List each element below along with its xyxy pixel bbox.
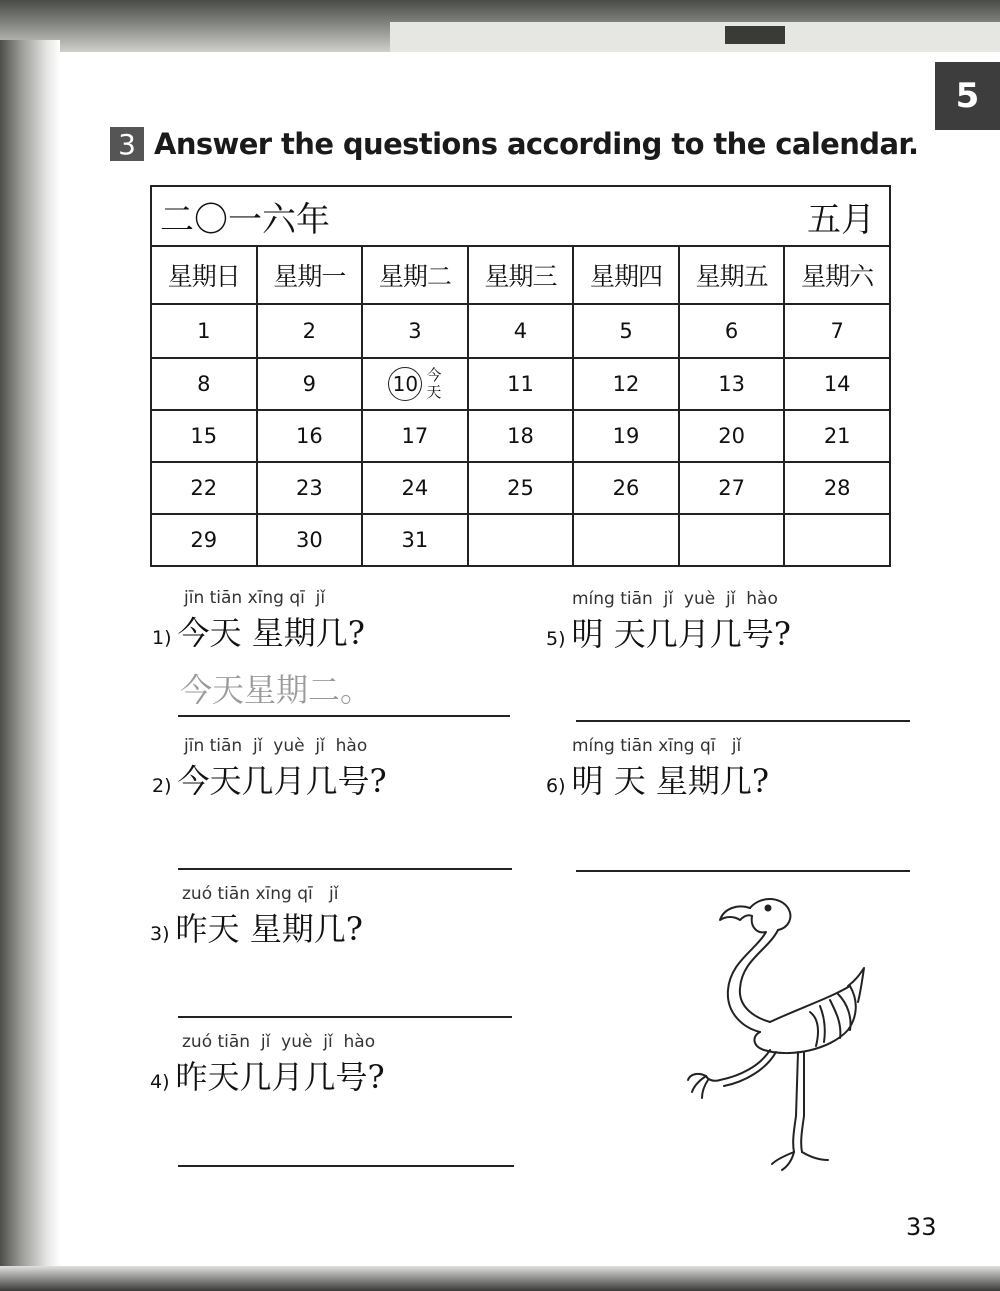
- question-4: [150, 1032, 385, 1098]
- exercise-number: 3: [110, 127, 144, 161]
- answer-line-4[interactable]: [178, 1115, 514, 1167]
- question-pinyin: zuó tiān jǐ yuè jǐ hào: [182, 1032, 376, 1052]
- day-cell: 19: [573, 410, 679, 462]
- question-text: 明 天几月几号?: [571, 615, 791, 653]
- question-number: 6): [546, 775, 566, 797]
- answer-line-3[interactable]: [178, 966, 512, 1018]
- day-cell: 31: [362, 514, 468, 566]
- answer-text: 今天星期二。: [180, 671, 373, 709]
- weekday-header: 星期二: [362, 246, 468, 304]
- day-cell: 4: [468, 304, 574, 358]
- day-cell: 16: [257, 410, 363, 462]
- weekday-header: 星期一: [257, 246, 363, 304]
- weekday-header: 星期五: [679, 246, 785, 304]
- weekday-header: 星期日: [151, 246, 257, 304]
- question-number: 1): [152, 627, 172, 649]
- scan-light-band: [390, 22, 1000, 52]
- exercise-instruction: Answer the questions according to the calendar.: [154, 127, 919, 161]
- day-cell: 1: [151, 304, 257, 358]
- day-cell: 15: [151, 410, 257, 462]
- page-number: 33: [906, 1213, 937, 1241]
- day-cell: 30: [257, 514, 363, 566]
- day-cell: 13: [679, 358, 785, 410]
- question-number: 3): [150, 923, 170, 945]
- calendar: [150, 185, 891, 567]
- day-cell: 11: [468, 358, 574, 410]
- question-pinyin: zuó tiān xīng qī jǐ: [182, 884, 339, 904]
- scan-top-edge: [0, 0, 1000, 52]
- question-number: 2): [152, 775, 172, 797]
- question-text: 今天 星期几?: [177, 614, 365, 652]
- day-cell: 29: [151, 514, 257, 566]
- scan-left-edge: [0, 40, 60, 1291]
- day-cell: 21: [784, 410, 890, 462]
- question-number: 5): [546, 628, 566, 650]
- day-cell: 5: [573, 304, 679, 358]
- day-cell: 2: [257, 304, 363, 358]
- today-label: 今 天: [426, 366, 442, 401]
- day-cell: 25: [468, 462, 574, 514]
- question-3: [150, 884, 363, 950]
- question-text: 昨天 星期几?: [175, 910, 363, 948]
- day-cell: 28: [784, 462, 890, 514]
- day-cell: [679, 514, 785, 566]
- answer-line-5[interactable]: [576, 670, 910, 722]
- day-cell: 8: [151, 358, 257, 410]
- question-pinyin: míng tiān jǐ yuè jǐ hào: [572, 589, 778, 609]
- answer-line-1[interactable]: [178, 665, 510, 717]
- day-cell: 22: [151, 462, 257, 514]
- exercise-heading: [110, 127, 918, 161]
- day-cell: 18: [468, 410, 574, 462]
- day-cell: 20: [679, 410, 785, 462]
- question-number: 4): [150, 1071, 170, 1093]
- question-6: [546, 736, 769, 802]
- weekday-header: 星期三: [468, 246, 574, 304]
- question-text: 今天几月几号?: [177, 762, 387, 800]
- question-2: [152, 736, 387, 802]
- question-pinyin: míng tiān xīng qī jǐ: [572, 736, 742, 756]
- question-1: [152, 588, 365, 654]
- day-cell: 12: [573, 358, 679, 410]
- flamingo-illustration: [680, 890, 880, 1180]
- answer-line-6[interactable]: [576, 820, 910, 872]
- question-text: 明 天 星期几?: [571, 762, 770, 800]
- day-cell-today: [362, 358, 468, 410]
- weekday-header: 星期四: [573, 246, 679, 304]
- question-pinyin: jīn tiān xīng qī jǐ: [184, 588, 326, 608]
- today-circle: 10: [388, 367, 422, 401]
- day-cell: 17: [362, 410, 468, 462]
- question-5: [546, 589, 791, 655]
- day-cell: 27: [679, 462, 785, 514]
- day-cell: [573, 514, 679, 566]
- day-cell: 23: [257, 462, 363, 514]
- question-pinyin: jīn tiān jǐ yuè jǐ hào: [184, 736, 368, 756]
- day-cell: 6: [679, 304, 785, 358]
- scan-bottom-edge: [0, 1266, 1000, 1291]
- day-cell: 7: [784, 304, 890, 358]
- weekday-header: 星期六: [784, 246, 890, 304]
- scan-dark-tab: [725, 26, 785, 44]
- day-cell: 26: [573, 462, 679, 514]
- question-text: 昨天几月几号?: [175, 1058, 385, 1096]
- day-cell: [784, 514, 890, 566]
- day-cell: 24: [362, 462, 468, 514]
- calendar-month: 五月: [573, 186, 890, 246]
- day-cell: 3: [362, 304, 468, 358]
- day-cell: 14: [784, 358, 890, 410]
- calendar-year: 二〇一六年: [151, 186, 573, 246]
- day-cell: [468, 514, 574, 566]
- day-cell: 9: [257, 358, 363, 410]
- answer-line-2[interactable]: [178, 818, 512, 870]
- unit-tab: 5: [935, 62, 1000, 130]
